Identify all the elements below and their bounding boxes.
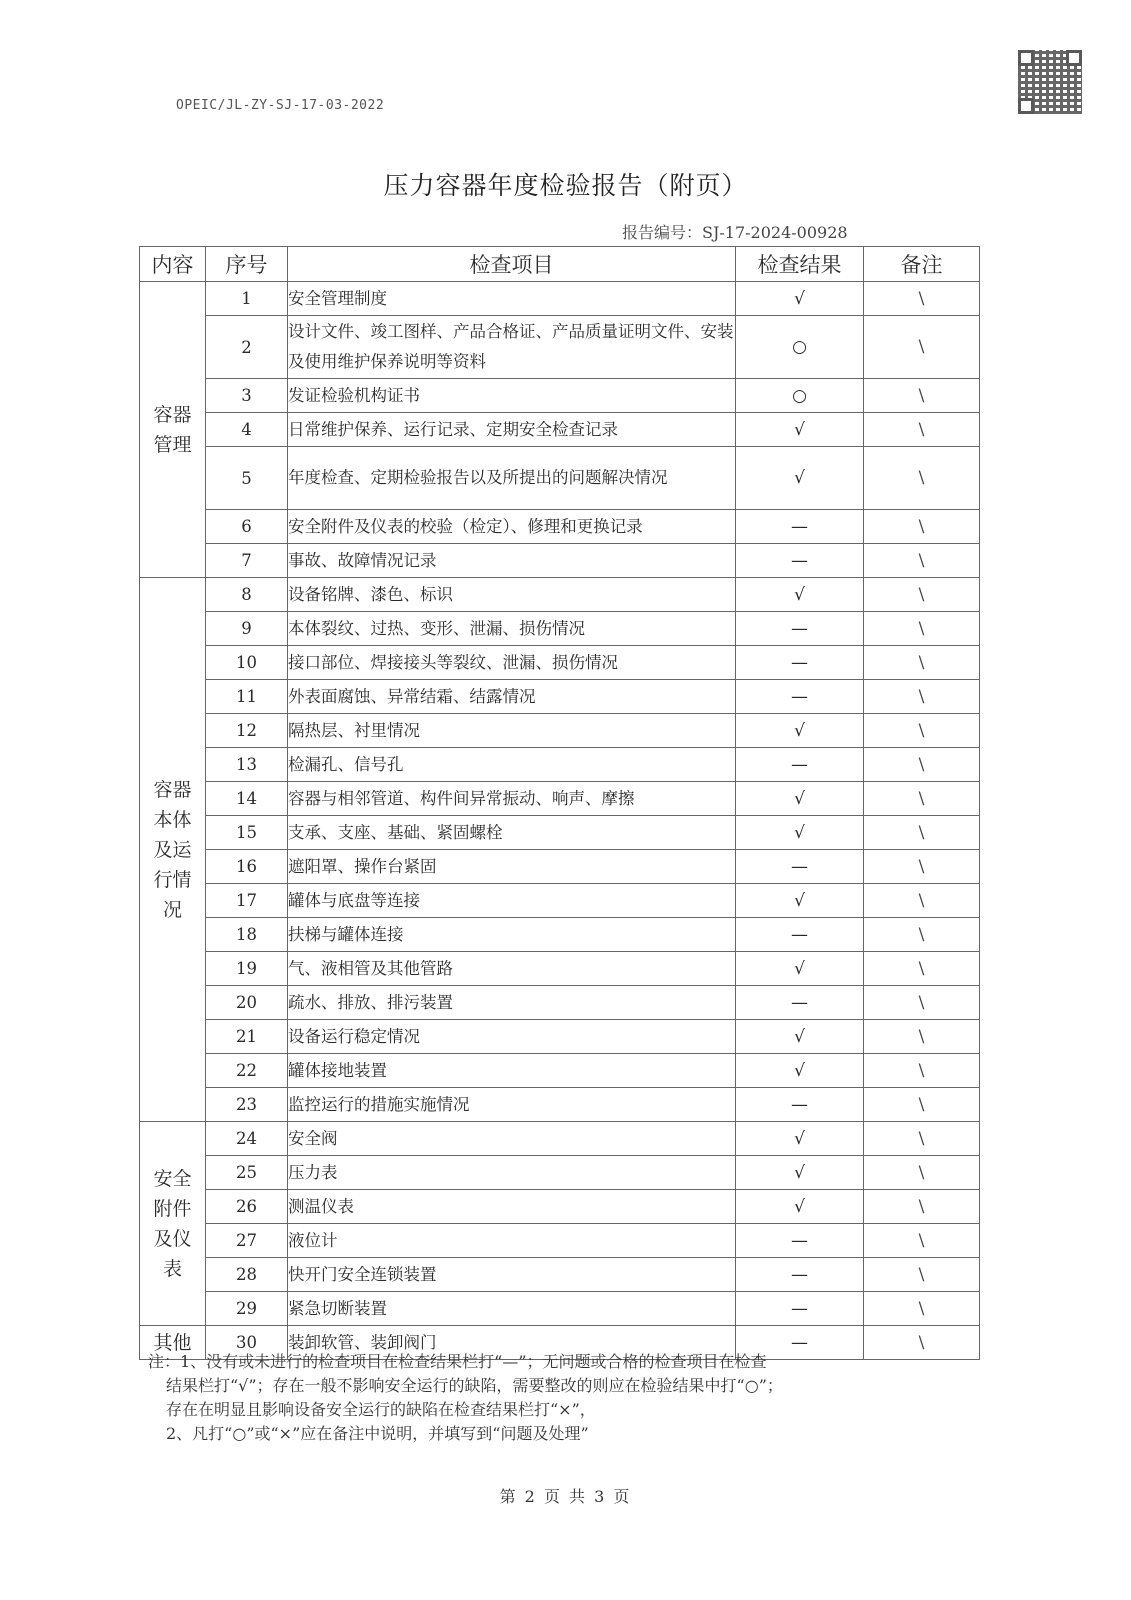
- table-row: [140, 714, 980, 748]
- number-cell: 19: [206, 952, 288, 986]
- header-item: 检查项目: [288, 247, 736, 282]
- item-cell: 事故、故障情况记录: [288, 544, 736, 578]
- item-cell: 罐体接地装置: [288, 1054, 736, 1088]
- remark-cell: \: [864, 1054, 980, 1088]
- table-row: [140, 1190, 980, 1224]
- table-row: [140, 850, 980, 884]
- number-cell: 3: [206, 379, 288, 413]
- result-cell: √: [736, 447, 864, 510]
- table-row: [140, 1156, 980, 1190]
- table-row: [140, 413, 980, 447]
- table-row: [140, 748, 980, 782]
- item-cell: 支承、支座、基础、紧固螺栓: [288, 816, 736, 850]
- page-title: 压力容器年度检验报告（附页）: [383, 171, 748, 200]
- remark-cell: \: [864, 646, 980, 680]
- table-row: [140, 578, 980, 612]
- category-cell: 容器 本体 及运 行情 况: [140, 578, 206, 1122]
- remark-cell: \: [864, 1292, 980, 1326]
- note-line: 注：1、没有或未进行的检查项目在检查结果栏打“—”；无问题或合格的检查项目在检查: [148, 1352, 767, 1371]
- item-cell: 本体裂纹、过热、变形、泄漏、损伤情况: [288, 612, 736, 646]
- number-cell: 10: [206, 646, 288, 680]
- result-cell: —: [736, 544, 864, 578]
- result-cell: √: [736, 282, 864, 316]
- item-cell: 遮阳罩、操作台紧固: [288, 850, 736, 884]
- table-row: [140, 782, 980, 816]
- header-remark: 备注: [864, 247, 980, 282]
- result-cell: —: [736, 1224, 864, 1258]
- result-cell: √: [736, 952, 864, 986]
- table-row: [140, 1224, 980, 1258]
- remark-cell: \: [864, 680, 980, 714]
- item-cell: 安全管理制度: [288, 282, 736, 316]
- number-cell: 2: [206, 316, 288, 379]
- item-cell: 压力表: [288, 1156, 736, 1190]
- item-cell: 接口部位、焊接接头等裂纹、泄漏、损伤情况: [288, 646, 736, 680]
- number-cell: 28: [206, 1258, 288, 1292]
- number-cell: 22: [206, 1054, 288, 1088]
- header-result: 检查结果: [736, 247, 864, 282]
- remark-cell: \: [864, 1156, 980, 1190]
- document-code: OPEIC/JL-ZY-SJ-17-03-2022: [176, 98, 385, 113]
- result-cell: √: [736, 816, 864, 850]
- item-cell: 设计文件、竣工图样、产品合格证、产品质量证明文件、安装及使用维护保养说明等资料: [288, 316, 736, 379]
- remark-cell: \: [864, 1224, 980, 1258]
- result-cell: —: [736, 850, 864, 884]
- item-cell: 检漏孔、信号孔: [288, 748, 736, 782]
- result-cell: √: [736, 782, 864, 816]
- number-cell: 25: [206, 1156, 288, 1190]
- remark-cell: \: [864, 316, 980, 379]
- item-cell: 紧急切断装置: [288, 1292, 736, 1326]
- remark-cell: \: [864, 379, 980, 413]
- category-cell: 安全 附件 及仪 表: [140, 1122, 206, 1326]
- number-cell: 26: [206, 1190, 288, 1224]
- result-cell: √: [736, 1020, 864, 1054]
- page-number: 第 2 页 共 3 页: [499, 1487, 632, 1506]
- number-cell: 9: [206, 612, 288, 646]
- remark-cell: \: [864, 612, 980, 646]
- item-cell: 设备铭牌、漆色、标识: [288, 578, 736, 612]
- result-cell: —: [736, 680, 864, 714]
- number-cell: 16: [206, 850, 288, 884]
- number-cell: 5: [206, 447, 288, 510]
- item-cell: 监控运行的措施实施情况: [288, 1088, 736, 1122]
- table-header-row: [140, 247, 980, 282]
- inspection-table: [139, 246, 980, 1360]
- item-cell: 年度检查、定期检验报告以及所提出的问题解决情况: [288, 447, 736, 510]
- table-row: [140, 680, 980, 714]
- table-row: [140, 1292, 980, 1326]
- item-cell: 疏水、排放、排污装置: [288, 986, 736, 1020]
- item-cell: 容器与相邻管道、构件间异常振动、响声、摩擦: [288, 782, 736, 816]
- item-cell: 气、液相管及其他管路: [288, 952, 736, 986]
- category-cell: 其他: [140, 1326, 206, 1360]
- number-cell: 29: [206, 1292, 288, 1326]
- result-cell: ○: [736, 379, 864, 413]
- note-line: 2、凡打“○”或“×”应在备注中说明，并填写到“问题及处理”: [166, 1424, 589, 1443]
- table-row: [140, 379, 980, 413]
- result-cell: √: [736, 1054, 864, 1088]
- item-cell: 隔热层、衬里情况: [288, 714, 736, 748]
- result-cell: —: [736, 1258, 864, 1292]
- result-cell: —: [736, 918, 864, 952]
- result-cell: —: [736, 1088, 864, 1122]
- result-cell: √: [736, 884, 864, 918]
- header-number: 序号: [206, 247, 288, 282]
- note-line: 结果栏打“√”；存在一般不影响安全运行的缺陷，需要整改的则应在检验结果中打“○”；: [166, 1376, 783, 1395]
- table-row: [140, 646, 980, 680]
- remark-cell: \: [864, 413, 980, 447]
- item-cell: 安全阀: [288, 1122, 736, 1156]
- item-cell: 日常维护保养、运行记录、定期安全检查记录: [288, 413, 736, 447]
- table-row: [140, 884, 980, 918]
- remark-cell: \: [864, 1258, 980, 1292]
- remark-cell: \: [864, 748, 980, 782]
- table-row: [140, 612, 980, 646]
- remark-cell: \: [864, 447, 980, 510]
- table-row: [140, 1054, 980, 1088]
- result-cell: —: [736, 646, 864, 680]
- result-cell: √: [736, 714, 864, 748]
- remark-cell: \: [864, 1088, 980, 1122]
- table-row: [140, 952, 980, 986]
- item-cell: 安全附件及仪表的校验（检定）、修理和更换记录: [288, 510, 736, 544]
- table-row: [140, 544, 980, 578]
- result-cell: —: [736, 1292, 864, 1326]
- result-cell: —: [736, 748, 864, 782]
- result-cell: —: [736, 986, 864, 1020]
- number-cell: 1: [206, 282, 288, 316]
- remark-cell: \: [864, 544, 980, 578]
- table-row: [140, 1020, 980, 1054]
- item-cell: 发证检验机构证书: [288, 379, 736, 413]
- number-cell: 4: [206, 413, 288, 447]
- item-cell: 外表面腐蚀、异常结霜、结露情况: [288, 680, 736, 714]
- item-cell: 设备运行稳定情况: [288, 1020, 736, 1054]
- remark-cell: \: [864, 952, 980, 986]
- item-cell: 液位计: [288, 1224, 736, 1258]
- remark-cell: \: [864, 782, 980, 816]
- number-cell: 27: [206, 1224, 288, 1258]
- table-row: [140, 918, 980, 952]
- item-cell: 测温仪表: [288, 1190, 736, 1224]
- remark-cell: \: [864, 850, 980, 884]
- header-content: 内容: [140, 247, 206, 282]
- number-cell: 8: [206, 578, 288, 612]
- number-cell: 23: [206, 1088, 288, 1122]
- item-cell: 扶梯与罐体连接: [288, 918, 736, 952]
- number-cell: 21: [206, 1020, 288, 1054]
- number-cell: 17: [206, 884, 288, 918]
- number-cell: 20: [206, 986, 288, 1020]
- table-row: [140, 1088, 980, 1122]
- category-cell: 容器 管理: [140, 282, 206, 578]
- table-row: [140, 447, 980, 510]
- remark-cell: \: [864, 578, 980, 612]
- table-row: [140, 1122, 980, 1156]
- result-cell: —: [736, 510, 864, 544]
- number-cell: 30: [206, 1326, 288, 1360]
- number-cell: 14: [206, 782, 288, 816]
- number-cell: 6: [206, 510, 288, 544]
- report-number: 报告编号：SJ-17-2024-00928: [622, 223, 848, 242]
- remark-cell: \: [864, 1122, 980, 1156]
- item-cell: 快开门安全连锁装置: [288, 1258, 736, 1292]
- result-cell: √: [736, 578, 864, 612]
- table-row: [140, 282, 980, 316]
- table-row: [140, 1258, 980, 1292]
- remark-cell: \: [864, 884, 980, 918]
- table-row: [140, 816, 980, 850]
- remark-cell: \: [864, 1020, 980, 1054]
- table-row: [140, 316, 980, 379]
- table-row: [140, 986, 980, 1020]
- remark-cell: \: [864, 816, 980, 850]
- result-cell: √: [736, 413, 864, 447]
- remark-cell: \: [864, 714, 980, 748]
- table-row: [140, 510, 980, 544]
- remark-cell: \: [864, 918, 980, 952]
- remark-cell: \: [864, 986, 980, 1020]
- qr-code-icon: [1018, 50, 1082, 114]
- remark-cell: \: [864, 1326, 980, 1360]
- number-cell: 7: [206, 544, 288, 578]
- result-cell: ○: [736, 316, 864, 379]
- number-cell: 24: [206, 1122, 288, 1156]
- result-cell: —: [736, 1326, 864, 1360]
- result-cell: √: [736, 1190, 864, 1224]
- item-cell: 装卸软管、装卸阀门: [288, 1326, 736, 1360]
- number-cell: 11: [206, 680, 288, 714]
- number-cell: 15: [206, 816, 288, 850]
- remark-cell: \: [864, 282, 980, 316]
- number-cell: 18: [206, 918, 288, 952]
- result-cell: √: [736, 1156, 864, 1190]
- note-line: 存在在明显且影响设备安全运行的缺陷在检查结果栏打“×”，: [166, 1400, 596, 1419]
- result-cell: —: [736, 612, 864, 646]
- item-cell: 罐体与底盘等连接: [288, 884, 736, 918]
- number-cell: 13: [206, 748, 288, 782]
- remark-cell: \: [864, 510, 980, 544]
- result-cell: √: [736, 1122, 864, 1156]
- number-cell: 12: [206, 714, 288, 748]
- notes: [148, 1350, 948, 1446]
- remark-cell: \: [864, 1190, 980, 1224]
